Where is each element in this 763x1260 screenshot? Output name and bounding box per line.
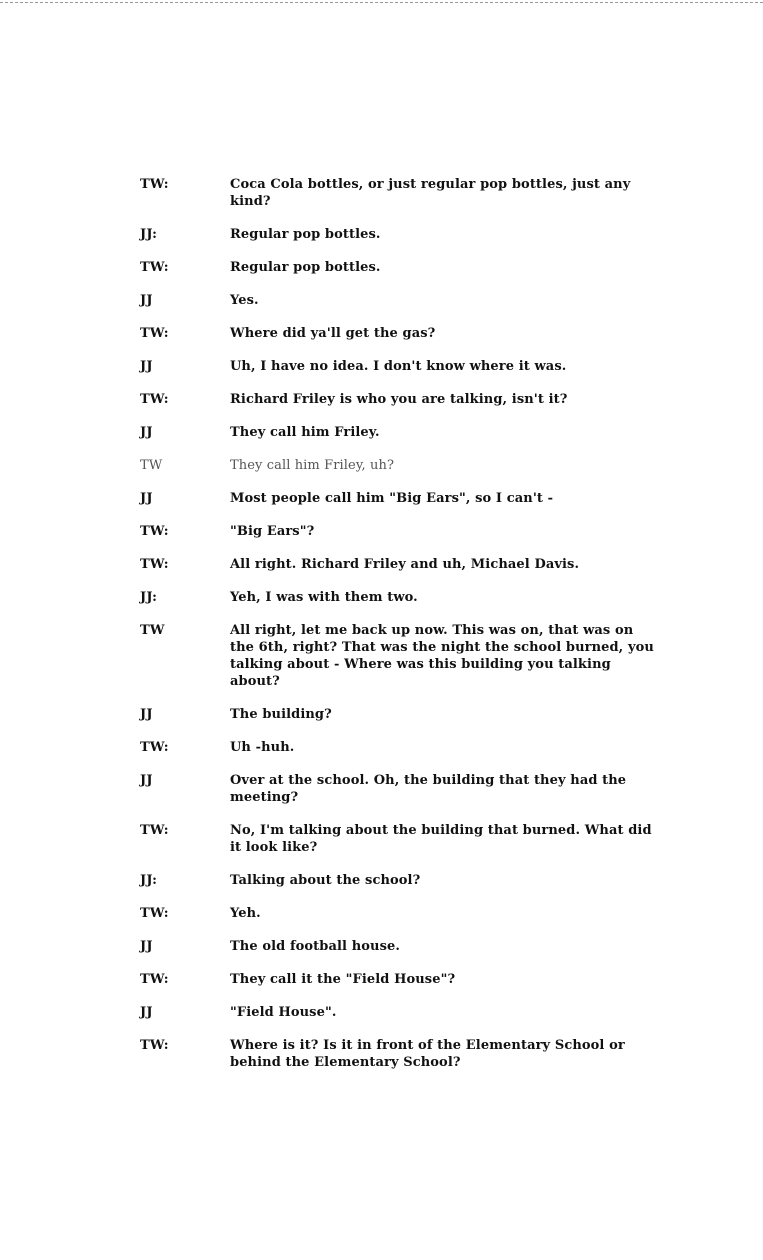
transcript-line <box>140 706 680 723</box>
transcript-line <box>140 358 680 375</box>
dialogue-text: Over at the school. Oh, the building that they had the meeting? <box>230 773 627 805</box>
speaker-label: JJ <box>140 707 153 722</box>
speaker-label: JJ: <box>140 873 158 888</box>
speaker-label: JJ <box>140 939 153 954</box>
speaker-label: TW: <box>140 823 169 838</box>
speaker-label: TW: <box>140 740 169 755</box>
speaker-label: JJ <box>140 491 153 506</box>
transcript-line <box>140 872 680 889</box>
transcript-line <box>140 772 680 806</box>
transcript-line <box>140 292 680 309</box>
dialogue-text: Most people call him "Big Ears", so I can't - <box>230 491 554 506</box>
transcript-line <box>140 938 680 955</box>
dialogue-text: Uh -huh. <box>230 740 295 755</box>
transcript-line <box>140 325 680 342</box>
dialogue-text: Regular pop bottles. <box>230 227 381 242</box>
transcript-line <box>140 739 680 756</box>
transcript-line <box>140 905 680 922</box>
speaker-label: TW: <box>140 557 169 572</box>
dialogue-text: All right, let me back up now. This was on, that was on the 6th, right? That was the night the school burned, you talking about - Where was this building you talking about? <box>230 623 654 689</box>
transcript-line <box>140 1004 680 1021</box>
speaker-label: JJ: <box>140 227 158 242</box>
speaker-label: JJ <box>140 1005 153 1020</box>
transcript-line <box>140 822 680 856</box>
dialogue-text: The old football house. <box>230 939 400 954</box>
dialogue-text: Regular pop bottles. <box>230 260 381 275</box>
speaker-label: TW <box>140 623 165 638</box>
dialogue-text: Uh, I have no idea. I don't know where it was. <box>230 359 567 374</box>
speaker-label: TW: <box>140 1038 169 1053</box>
dialogue-text: Coca Cola bottles, or just regular pop bottles, just any kind? <box>230 177 631 209</box>
dialogue-text: No, I'm talking about the building that burned. What did it look like? <box>230 823 652 855</box>
page-top-rule <box>0 2 763 3</box>
dialogue-text: Yes. <box>230 293 259 308</box>
transcript-line <box>140 971 680 988</box>
transcript-line <box>140 176 680 210</box>
speaker-label: TW: <box>140 326 169 341</box>
transcript <box>140 176 680 1087</box>
speaker-label: TW: <box>140 524 169 539</box>
dialogue-text: Richard Friley is who you are talking, isn't it? <box>230 392 568 407</box>
dialogue-text: They call it the "Field House"? <box>230 972 456 987</box>
dialogue-text: Yeh. <box>230 906 261 921</box>
speaker-label: JJ <box>140 359 153 374</box>
dialogue-text: They call him Friley. <box>230 425 380 440</box>
speaker-label: JJ <box>140 773 153 788</box>
dialogue-text: Where is it? Is it in front of the Elementary School or behind the Elementary School? <box>230 1038 625 1070</box>
transcript-line <box>140 457 680 474</box>
speaker-label: TW <box>140 458 163 473</box>
transcript-line <box>140 622 680 690</box>
transcript-line <box>140 556 680 573</box>
speaker-label: TW: <box>140 972 169 987</box>
transcript-line <box>140 523 680 540</box>
dialogue-text: They call him Friley, uh? <box>230 458 395 473</box>
transcript-line <box>140 589 680 606</box>
speaker-label: TW: <box>140 177 169 192</box>
speaker-label: JJ: <box>140 590 158 605</box>
speaker-label: JJ <box>140 293 153 308</box>
dialogue-text: The building? <box>230 707 332 722</box>
transcript-line <box>140 490 680 507</box>
speaker-label: TW: <box>140 906 169 921</box>
speaker-label: TW: <box>140 260 169 275</box>
transcript-line <box>140 1037 680 1071</box>
transcript-line <box>140 391 680 408</box>
transcript-line <box>140 259 680 276</box>
dialogue-text: Talking about the school? <box>230 873 421 888</box>
dialogue-text: "Big Ears"? <box>230 524 315 539</box>
dialogue-text: Yeh, I was with them two. <box>230 590 418 605</box>
speaker-label: JJ <box>140 425 153 440</box>
speaker-label: TW: <box>140 392 169 407</box>
transcript-line <box>140 226 680 243</box>
dialogue-text: "Field House". <box>230 1005 337 1020</box>
transcript-line <box>140 424 680 441</box>
dialogue-text: All right. Richard Friley and uh, Michael Davis. <box>230 557 580 572</box>
dialogue-text: Where did ya'll get the gas? <box>230 326 436 341</box>
